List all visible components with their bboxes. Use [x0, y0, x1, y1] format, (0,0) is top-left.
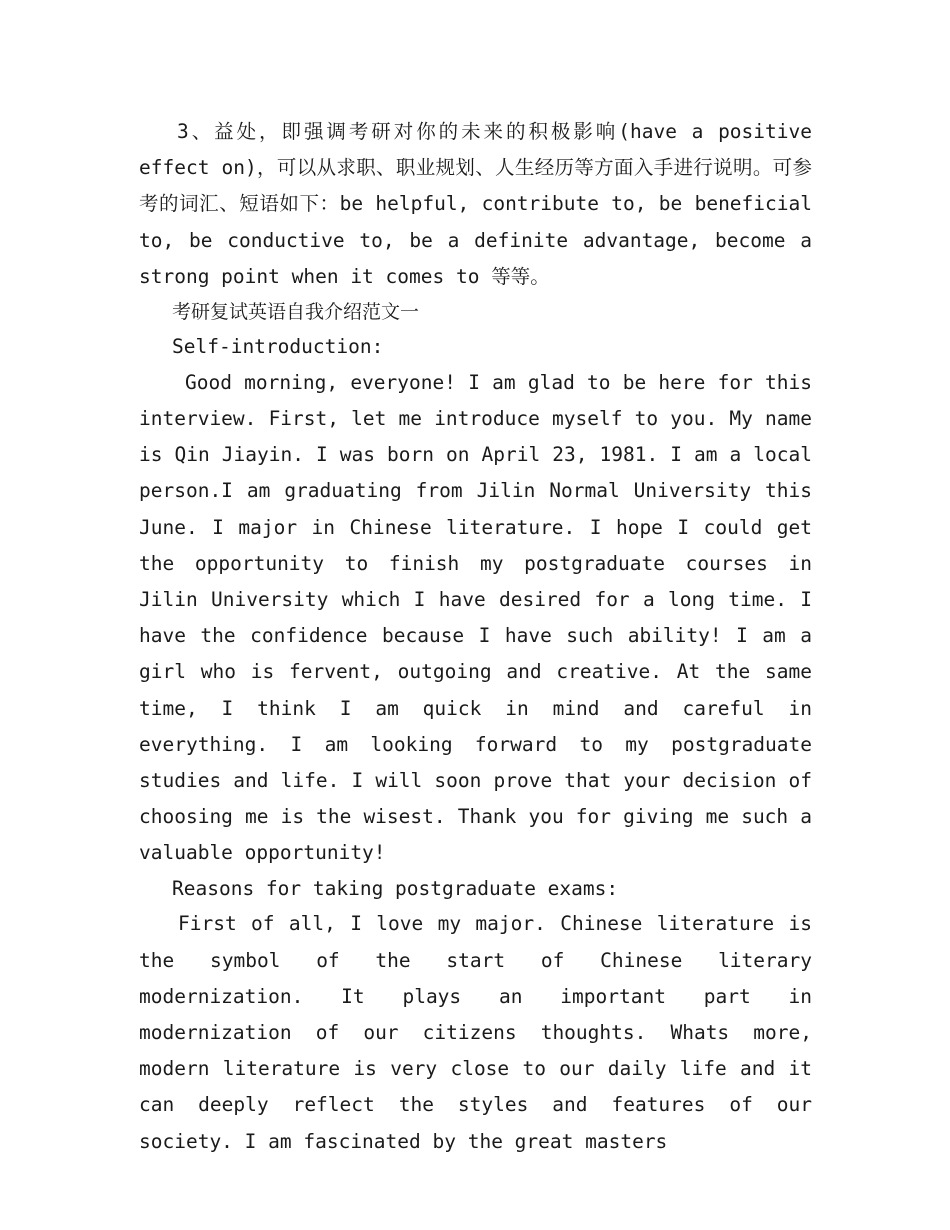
reasons-heading: Reasons for taking postgraduate exams: [172, 876, 619, 900]
self-introduction-paragraph: Good morning, everyone! I am glad to be here for this interview. First, let me introduce myself to you. My name is Qin Jiayin. I was born on April 23, 1981. I am a local person.I am graduating from Jilin Normal University this June. I major in Chinese literature. I hope I could get the opportunity to finish my postgraduate courses in Jilin University which I have desired for a long time. I have the confidence because I have such ability! I am a girl who is fervent, outgoing and creative. At the same time, I think I am quick in mind and careful in everything. I am looking forward to my postgraduate studies and life. I will soon prove that your decision of choosing me is the wisest. Thank you for giving me such a valuable opportunity! [139, 370, 812, 865]
self-introduction-heading: Self-introduction: [172, 335, 384, 359]
sample-heading: 考研复试英语自我介绍范文一 [172, 301, 420, 324]
benefit-paragraph: 3、益处，即强调考研对你的未来的积极影响(have a positive effect on)，可以从求职、职业规划、人生经历等方面入手进行说明。可参考的词汇、短语如下：be helpful, contribute to, be beneficial to, be conductive to, be a definite advantage, become a strong point when it comes to 等等。 [139, 120, 812, 288]
document-page [139, 114, 812, 1160]
reasons-paragraph: First of all, I love my major. Chinese literature is the symbol of the start of Chinese literary modernization. It plays an important part in modernization of our citizens thoughts. Whats more, modern literature is very close to our daily life and it can deeply reflect the styles and features of our society. I am fascinated by the great masters [139, 912, 812, 1153]
